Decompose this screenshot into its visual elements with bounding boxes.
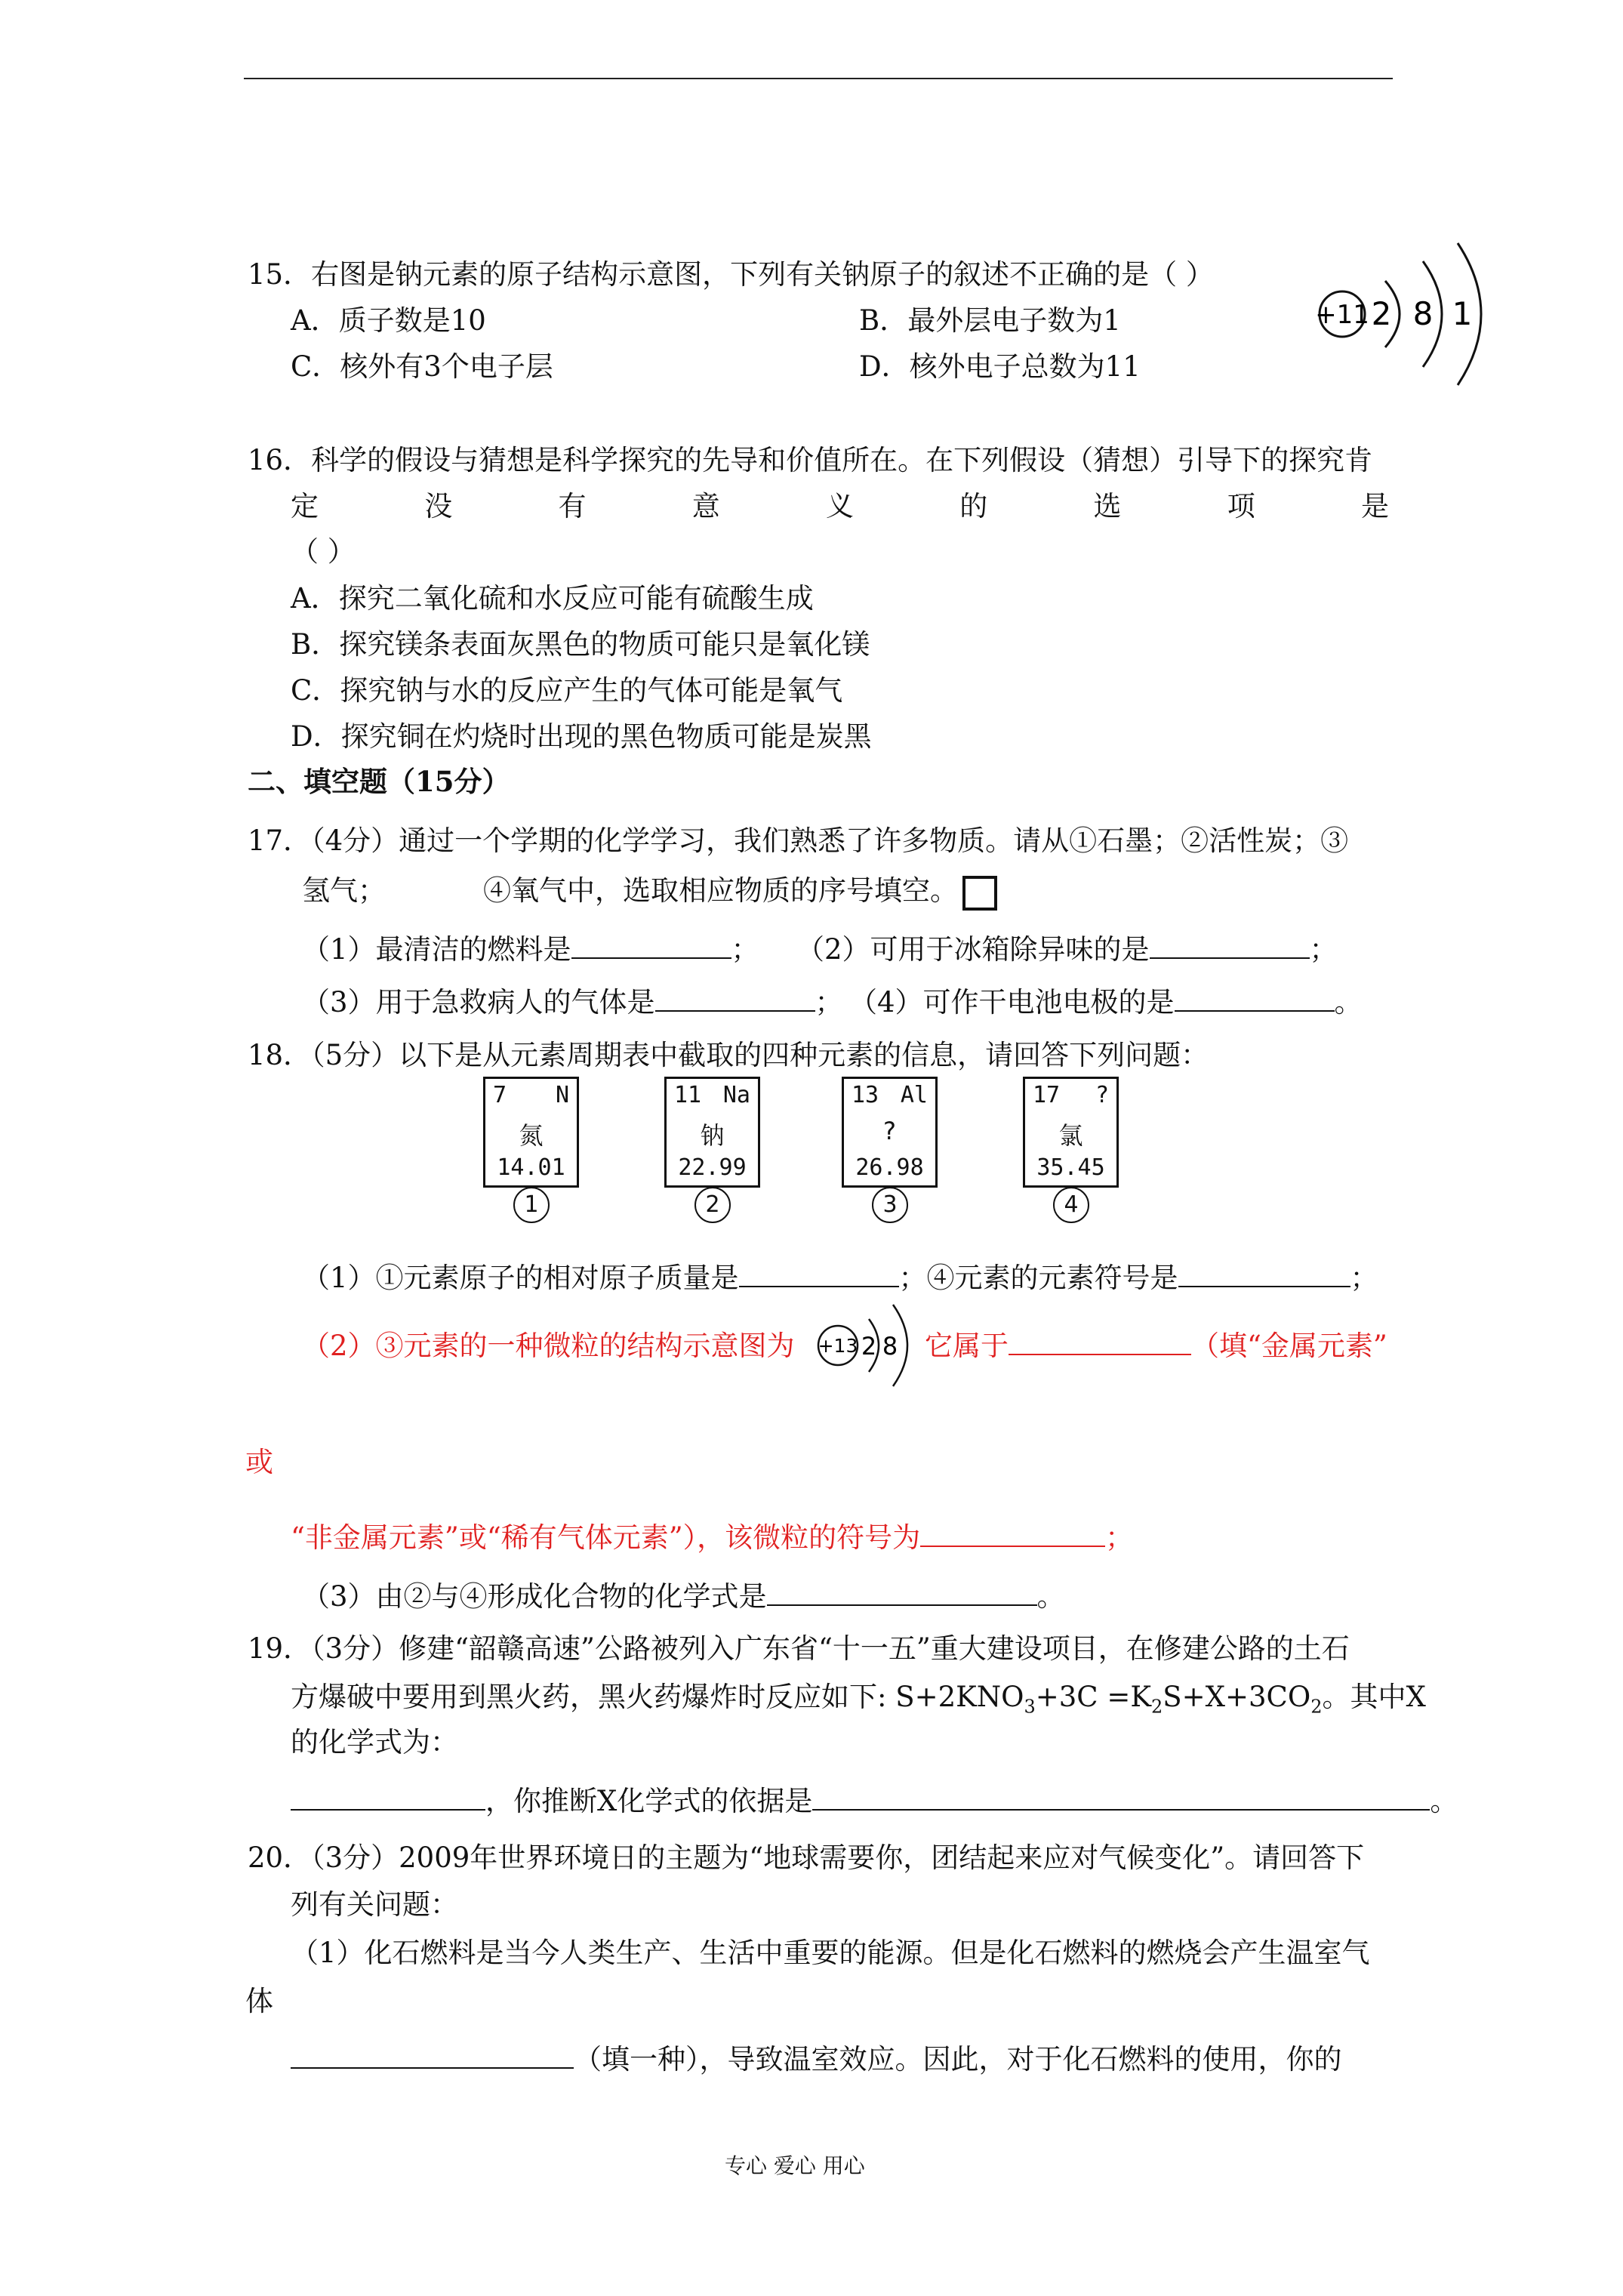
q18-part3-formula-blank[interactable] — [767, 1582, 1037, 1606]
q20-part1-line3: （填一种），导致温室效应。因此，对于化石燃料的使用，你的 — [291, 2036, 1342, 2077]
q17-part3: （3）用于急救病人的气体是 ； — [302, 986, 843, 1019]
q16-char: 定 — [291, 490, 319, 522]
q16-stem-line1: 16．科学的假设与猜想是科学探究的先导和价值所在。在下列假设（猜想）引导下的探究肯 — [248, 444, 1373, 476]
q16-option-b: B．探究镁条表面灰黑色的物质可能只是氧化镁 — [291, 628, 870, 661]
q16-char: 义 — [826, 490, 854, 522]
atomic-mass: 22.99 — [678, 1154, 747, 1181]
ion-shell-2-count: 8 — [882, 1332, 898, 1361]
sodium-shell-3-count: 1 — [1452, 295, 1473, 332]
element-name: 钠 — [700, 1121, 725, 1150]
q17-part1-blank[interactable] — [571, 935, 731, 959]
q15-option-a: A．质子数是10 — [291, 304, 486, 337]
q16-char: 有 — [558, 490, 587, 522]
q18-part1-symbol-blank[interactable] — [1178, 1263, 1350, 1287]
element-card-nitrogen — [483, 1077, 579, 1188]
q16-char: 项 — [1227, 490, 1255, 522]
q17-part3-blank[interactable] — [655, 988, 815, 1012]
page-footer: 专心 爱心 用心 — [725, 2153, 865, 2178]
section-2-title: 二、填空题（15分） — [248, 765, 510, 798]
q18-part1-mass-blank[interactable] — [739, 1263, 899, 1287]
sodium-nucleus-label: +11 — [1315, 300, 1369, 330]
q18-part2-line2: “非金属元素”或“稀有气体元素”），该微粒的符号为 ； — [291, 1521, 1134, 1554]
q19-stem-line2: 方爆破中要用到黑火药，黑火药爆炸时反应如下: $S+2KNO_3+3C =K_2S+X+3CO_2$。其中X — [291, 1681, 1426, 1718]
q20-part1-line1: （1）化石燃料是当今人类生产、生活中重要的能源。但是化石燃料的燃烧会产生温室气 — [291, 1937, 1370, 1969]
header-rule — [244, 78, 1393, 79]
q15-option-b: B．最外层电子数为1 — [859, 304, 1121, 337]
q16-stem-line2 — [291, 483, 1389, 524]
q16-option-a: A．探究二氧化硫和水反应可能有硫酸生成 — [291, 582, 814, 615]
element-symbol: ? — [1095, 1082, 1109, 1108]
q20-stem-line1: 20．（3分）2009年世界环境日的主题为“地球需要你，团结起来应对气候变化”。请回答下 — [248, 1841, 1365, 1874]
q19-stem-line1: 19．（3分）修建“韶赣高速”公路被列入广东省“十一五”重大建设项目，在修建公路的土石 — [248, 1632, 1350, 1665]
element-symbol: Na — [722, 1082, 750, 1108]
q16-char: 选 — [1093, 490, 1122, 522]
ion-shell-1-count: 2 — [861, 1332, 877, 1361]
q16-char: 是 — [1361, 490, 1389, 522]
atomic-number: 7 — [493, 1082, 507, 1108]
q17-part2-blank[interactable] — [1150, 935, 1310, 959]
sodium-shell-2-count: 8 — [1412, 295, 1434, 332]
q16-option-c: C．探究钠与水的反应产生的气体可能是氧气 — [291, 674, 843, 707]
q15-option-c: C．核外有3个电子层 — [291, 350, 553, 383]
q17-part2: （2）可用于冰箱除异味的是 ； — [796, 933, 1338, 966]
atomic-number: 11 — [674, 1082, 702, 1108]
atomic-mass: 35.45 — [1036, 1154, 1105, 1181]
element-card-aluminum — [842, 1077, 938, 1188]
element-name: ? — [883, 1117, 896, 1145]
element-label-4: 4 — [1053, 1187, 1089, 1223]
atomic-mass: 26.98 — [855, 1154, 924, 1181]
q15-option-d: D．核外电子总数为11 — [859, 350, 1141, 383]
q18-part2-ion-symbol-blank[interactable] — [920, 1523, 1105, 1547]
q19-stem-line3: 的化学式为： — [291, 1726, 458, 1758]
q18-part2-type-blank[interactable] — [1009, 1331, 1191, 1355]
q16-option-d: D．探究铜在灼烧时出现的黑色物质可能是炭黑 — [291, 720, 872, 753]
atomic-number: 17 — [1033, 1082, 1061, 1108]
atomic-number: 13 — [852, 1082, 879, 1108]
q17-stem-line2a: 氢气； — [302, 874, 386, 907]
q18-part2-line1b: 它属于 （填“金属元素” — [925, 1330, 1387, 1362]
q18-part3: （3）由②与④形成化合物的化学式是 。 — [302, 1580, 1065, 1613]
element-symbol: N — [555, 1082, 569, 1108]
q20-gas-blank[interactable] — [291, 2045, 574, 2069]
aluminum-ion-structure-diagram — [812, 1293, 925, 1398]
element-symbol: Al — [900, 1082, 928, 1108]
element-card-sodium — [664, 1077, 760, 1188]
element-card-chlorine — [1023, 1077, 1119, 1188]
element-name: 氯 — [1058, 1121, 1083, 1150]
q18-part2-or: 或 — [245, 1446, 273, 1478]
q17-part1: （1）最清洁的燃料是 ； — [302, 933, 759, 966]
q15-stem: 15．右图是钠元素的原子结构示意图，下列有关钠原子的叙述不正确的是（ ） — [248, 258, 1214, 291]
q18-part1: （1）①元素原子的相对原子质量是 ；④元素的元素符号是 ； — [302, 1262, 1378, 1294]
answer-square — [962, 876, 997, 911]
q20-stem-line2: 列有关问题： — [291, 1888, 458, 1921]
sodium-atom-structure-diagram — [1310, 227, 1487, 400]
q17-stem-line2b: ④氧气中，选取相应物质的序号填空。 — [483, 868, 997, 911]
ion-nucleus-label: +13 — [818, 1335, 858, 1357]
element-label-3: 3 — [872, 1187, 908, 1223]
q19-reason-blank[interactable] — [812, 1786, 1430, 1811]
q17-stem-line1: 17．（4分）通过一个学期的化学学习，我们熟悉了许多物质。请从①石墨；②活性炭；③ — [248, 824, 1349, 857]
q16-char: 没 — [424, 490, 453, 522]
q17-part4-blank[interactable] — [1175, 988, 1335, 1012]
q17-part4: （4）可作干电池电极的是 。 — [849, 986, 1363, 1019]
q20-part1-line2: 体 — [245, 1985, 273, 2017]
q19-formula-blank[interactable] — [291, 1786, 485, 1811]
element-label-1: 1 — [513, 1187, 550, 1223]
element-name: 氮 — [519, 1121, 544, 1150]
element-label-2: 2 — [694, 1187, 731, 1223]
q16-answer-paren: （ ） — [291, 535, 356, 568]
q16-char: 的 — [959, 490, 988, 522]
sodium-shell-1-count: 2 — [1371, 295, 1392, 332]
q19-answer-line: ，你推断X化学式的依据是 。 — [291, 1778, 1458, 1819]
q16-char: 意 — [691, 490, 720, 522]
q18-part2-line1: （2）③元素的一种微粒的结构示意图为 — [302, 1330, 795, 1362]
atomic-mass: 14.01 — [497, 1154, 565, 1181]
q18-stem: 18．（5分）以下是从元素周期表中截取的四种元素的信息，请回答下列问题： — [248, 1039, 1209, 1071]
